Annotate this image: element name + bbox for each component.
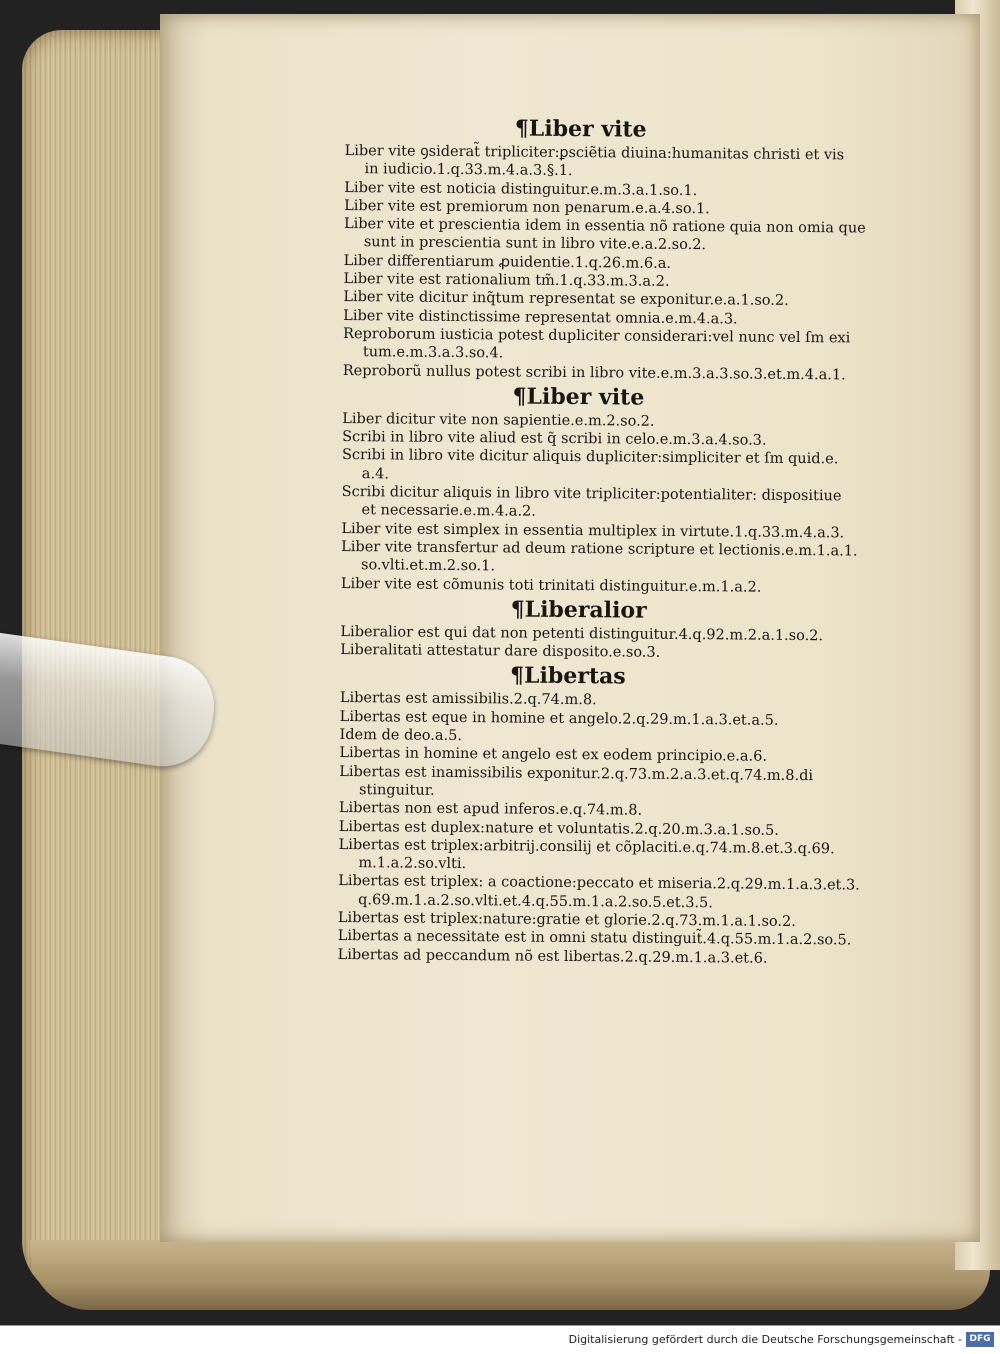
text-line: Libertas non est apud inferos.e.q.74.m.8.: [338, 800, 643, 819]
text-line: stinguitur.: [359, 782, 435, 799]
text-line: Liber vite est premiorum non penarum.e.a.4.so.1.: [344, 197, 710, 218]
text-line: Libertas a necessitate est in omni statu distinguit̃.4.q.55.m.1.a.2.so.5.: [337, 928, 852, 949]
text-line: Libertas est amissibilis.2.q.74.m.8.: [339, 690, 597, 709]
text-line: m.1.a.2.so.vlti.: [358, 855, 467, 873]
heading-liber-vite-1: ¶Liber vite: [514, 115, 647, 143]
text-line: Libertas est triplex:nature:gratie et glorie.2.q.73.m.1.a.1.so.2.: [337, 909, 796, 930]
text-line: Reproborum iusticia potest dupliciter considerari:vel nunc vel ſm exi: [342, 325, 851, 347]
text-line: Liber vite et prescientia idem in essentia nõ ratione quia non omia que: [343, 216, 866, 237]
text-line: Liber vite ꝯsiderat̃ tripliciter:ꝑsciẽtia diuina:humanitas christi et vis: [344, 142, 845, 164]
text-line: Liber differentiarum ꝓuidentie.1.q.26.m.6.a.: [343, 252, 672, 272]
section-liber-vite-2: [341, 410, 933, 598]
book-bottom-edge: [30, 1240, 990, 1310]
footer-bar: [0, 1325, 1000, 1354]
text-line: Libertas ad peccandum nõ est libertas.2.q.29.m.1.a.3.et.6.: [337, 946, 768, 967]
text-line: Liber vite transfertur ad deum ratione scripture et lectionis.e.m.1.a.1.: [341, 538, 858, 560]
text-line: Libertas in homine et angelo est ex eodem principio.e.a.6.: [339, 745, 768, 766]
text-line: Liber vite distinctissime representat omnia.e.m.4.a.3.: [343, 307, 738, 328]
text-line: in iudicio.1.q.33.m.4.a.3.§.1.: [364, 161, 573, 180]
text-line: Libertas est inamissibilis exponitur.2.q.73.m.2.a.3.et.q.74.m.8.di: [339, 763, 814, 784]
heading-liber-vite-2: ¶Liber vite: [512, 383, 645, 411]
text-line: Liberalitati attestatur dare disposito.e.so.3.: [340, 642, 661, 661]
text-line: tum.e.m.3.a.3.so.4.: [362, 344, 504, 362]
text-line: Liber vite est noticia distinguitur.e.m.3.a.1.so.1.: [344, 179, 698, 199]
section-liberalior: [340, 623, 930, 665]
text-line: sunt in prescientia sunt in libro vite.e.a.2.so.2.: [363, 234, 707, 254]
text-line: Liber vite dicitur inq̃tum representat se exponitur.e.a.1.so.2.: [343, 289, 789, 310]
section-libertas: [338, 689, 930, 969]
dfg-logo: DFG: [966, 1332, 994, 1347]
text-line: Liber vite est cõmunis toti trinitati distinguitur.e.m.1.a.2.: [340, 575, 762, 596]
text-line: q.69.m.1.a.2.so.vlti.et.4.q.55.m.1.a.2.so.5.et.3.5.: [358, 891, 713, 911]
text-line: Liber vite est rationalium tm̃.1.q.33.m.3.a.2.: [343, 271, 670, 290]
text-line: Libertas est triplex: a coactione:peccato et miseria.2.q.29.m.1.a.3.et.3.: [338, 873, 860, 894]
heading-liberalior: ¶Liberalior: [510, 596, 647, 624]
text-line: Scribi dicitur aliquis in libro vite tripliciter:potentialiter: dispositiue: [341, 484, 842, 505]
section-liber-vite-1: [343, 142, 935, 385]
text-line: et necessarie.e.m.4.a.2.: [361, 502, 536, 521]
text-line: Liber vite est simplex in essentia multiplex in virtute.1.q.33.m.4.a.3.: [341, 520, 845, 542]
text-line: Libertas est triplex:arbitrij.consilij et cõplaciti.e.q.74.m.8.et.3.q.69.: [338, 836, 835, 858]
heading-libertas: ¶Libertas: [509, 662, 626, 690]
text-line: so.vlti.et.m.2.so.1.: [360, 557, 496, 575]
text-line: Libertas est duplex:nature et voluntatis.2.q.20.m.3.a.1.so.5.: [338, 818, 779, 839]
text-line: a.4.: [361, 465, 390, 483]
text-line: Libertas est eque in homine et angelo.2.q.29.m.1.a.3.et.a.5.: [339, 708, 779, 729]
text-line: Reproborũ nullus potest scribi in libro vite.e.m.3.a.3.so.3.et.m.4.a.1.: [342, 362, 846, 383]
footer-credit: Digitalisierung gefördert durch die Deutsche Forschungsgemeinschaft -: [568, 1333, 962, 1346]
text-line: Idem de deo.a.5.: [339, 726, 463, 745]
text-line: Scribi in libro vite aliud est q̃ scribi in celo.e.m.3.a.4.so.3.: [342, 429, 767, 449]
text-line: Scribi in libro vite dicitur aliquis dupliciter:simpliciter et ſm quid.e.: [341, 447, 839, 468]
text-line: Liber dicitur vite non sapientie.e.m.2.so.2.: [342, 410, 655, 430]
page-text: [338, 112, 935, 969]
text-line: Liberalior est qui dat non petenti distinguitur.4.q.92.m.2.a.1.so.2.: [340, 623, 824, 645]
